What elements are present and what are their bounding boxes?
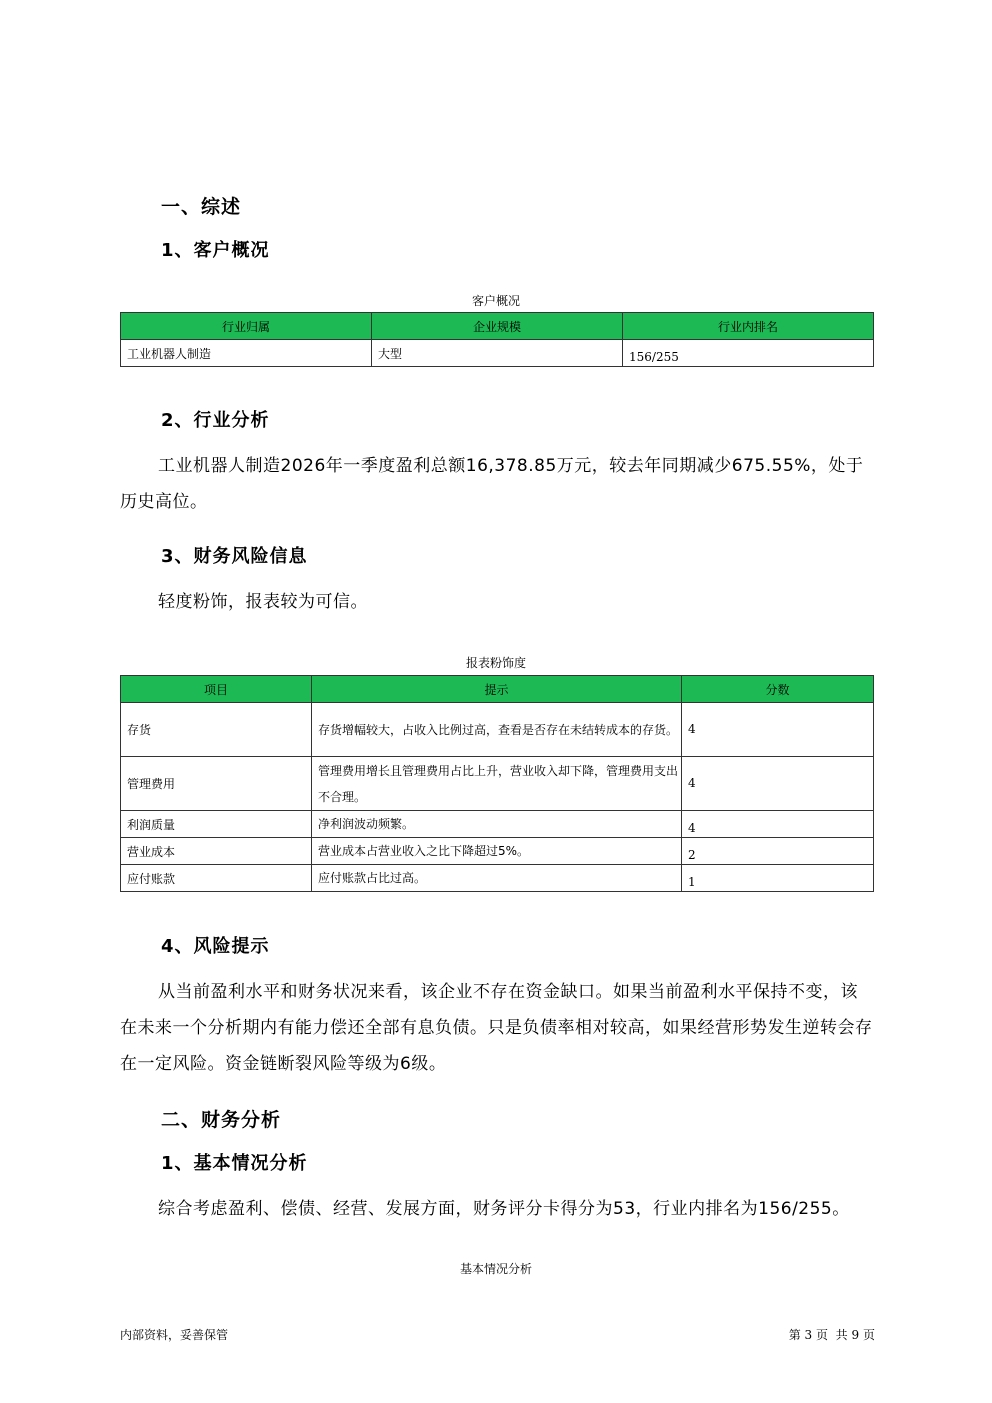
risk-warning-text: 从当前盈利水平和财务状况来看，该企业不存在资金缺口。如果当前盈利水平保持不变，该在未来一个分析期内有能力偿还全部有息负债。只是负债率相对较高，如果经营形势发生逆转会存在一定风险。资金链断裂风险等级为6级。 bbox=[120, 982, 873, 1074]
footer-page-number: 3 bbox=[804, 1328, 813, 1342]
header-industry: 行业归属 bbox=[121, 313, 372, 340]
cell-tip: 营业成本占营业收入之比下降超过5%。 bbox=[312, 838, 682, 865]
footer-page-prefix: 第 bbox=[788, 1328, 801, 1342]
table-row bbox=[121, 757, 874, 811]
footer-total-unit: 页 bbox=[862, 1328, 875, 1342]
footer-page-unit: 页 bbox=[816, 1328, 829, 1342]
industry-analysis-text: 工业机器人制造2026年一季度盈利总额16,378.85万元，较去年同期减少675.55%，处于历史高位。 bbox=[120, 456, 864, 512]
section-title-financial-analysis: 二、财务分析 bbox=[161, 1109, 282, 1131]
cell-score: 2 bbox=[682, 838, 874, 865]
footer-confidential: 内部资料，妥善保管 bbox=[120, 1328, 229, 1342]
cell-score: 4 bbox=[682, 703, 874, 757]
cell-tip: 应付账款占比过高。 bbox=[312, 865, 682, 892]
cell-tip: 存货增幅较大，占收入比例过高，查看是否存在未结转成本的存货。 bbox=[312, 703, 682, 757]
section-title-overview: 一、综述 bbox=[161, 196, 242, 218]
table-row bbox=[121, 811, 874, 838]
footer-page-info bbox=[765, 1326, 875, 1343]
section-title-customer-overview: 1、客户概况 bbox=[161, 240, 270, 261]
cell-tip: 管理费用增长且管理费用占比上升，营业收入却下降，管理费用支出不合理。 bbox=[312, 757, 682, 811]
table-row bbox=[121, 838, 874, 865]
cell-industry: 工业机器人制造 bbox=[121, 340, 372, 367]
basic-analysis-caption: 基本情况分析 bbox=[459, 1262, 532, 1276]
header-score: 分数 bbox=[682, 676, 874, 703]
whitewash-table-caption: 报表粉饰度 bbox=[465, 656, 526, 670]
section-title-industry-analysis: 2、行业分析 bbox=[161, 410, 270, 431]
section-title-risk-warning: 4、风险提示 bbox=[161, 936, 270, 957]
financial-risk-text: 轻度粉饰，报表较为可信。 bbox=[158, 592, 368, 612]
cell-rank: 156/255 bbox=[623, 340, 874, 367]
header-scale: 企业规模 bbox=[372, 313, 623, 340]
cell-item: 营业成本 bbox=[121, 838, 312, 865]
cell-scale: 大型 bbox=[372, 340, 623, 367]
header-tip: 提示 bbox=[312, 676, 682, 703]
footer-total-prefix: 共 bbox=[835, 1328, 848, 1342]
section-title-basic-analysis: 1、基本情况分析 bbox=[161, 1153, 308, 1174]
table-row bbox=[121, 340, 874, 367]
section-title-financial-risk: 3、财务风险信息 bbox=[161, 546, 308, 567]
header-item: 项目 bbox=[121, 676, 312, 703]
footer-total-pages: 9 bbox=[851, 1328, 860, 1342]
cell-score: 1 bbox=[682, 865, 874, 892]
customer-table-header-row bbox=[121, 313, 874, 340]
cell-score: 4 bbox=[682, 811, 874, 838]
whitewash-table bbox=[120, 675, 874, 892]
table-row bbox=[121, 865, 874, 892]
basic-analysis-text: 综合考虑盈利、偿债、经营、发展方面，财务评分卡得分为53，行业内排名为156/255。 bbox=[158, 1199, 850, 1219]
cell-item: 存货 bbox=[121, 703, 312, 757]
cell-item: 管理费用 bbox=[121, 757, 312, 811]
whitewash-table-header-row bbox=[121, 676, 874, 703]
header-rank: 行业内排名 bbox=[623, 313, 874, 340]
table-row bbox=[121, 703, 874, 757]
cell-item: 应付账款 bbox=[121, 865, 312, 892]
customer-table-caption: 客户概况 bbox=[471, 294, 520, 308]
customer-table bbox=[120, 312, 874, 367]
cell-score: 4 bbox=[682, 757, 874, 811]
cell-tip: 净利润波动频繁。 bbox=[312, 811, 682, 838]
cell-item: 利润质量 bbox=[121, 811, 312, 838]
